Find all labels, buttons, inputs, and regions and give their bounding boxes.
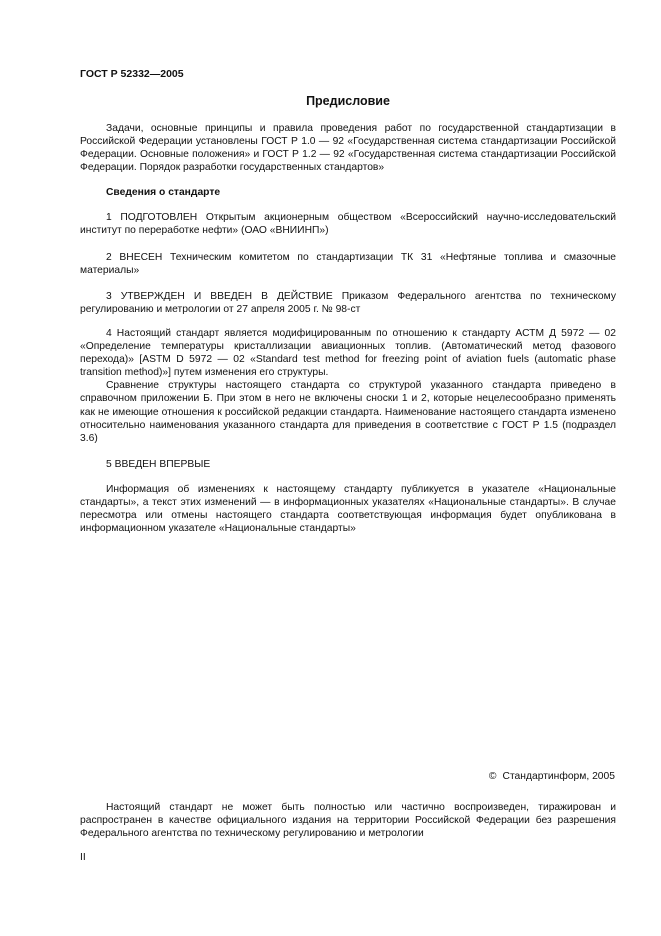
item-5-block <box>80 458 616 471</box>
footer-notice-paragraph: Настоящий стандарт не может быть полностью или частично воспроизведен, тиражирован и распространен в качестве официального издания на территории Российской Федерации без разрешения Федерального агентства по техническому регулированию и метрологии <box>80 802 616 840</box>
item-3-paragraph: 3 УТВЕРЖДЕН И ВВЕДЕН В ДЕЙСТВИЕ Приказом Федерального агентства по техническому регулированию и метрологии от 27 апреля 2005 г. № 98-ст <box>80 291 616 316</box>
copyright-line <box>489 770 615 783</box>
intro-block <box>80 122 616 174</box>
page-title: Предисловие <box>306 94 390 108</box>
item-5-paragraph: 5 ВВЕДЕН ВПЕРВЫЕ <box>106 459 211 470</box>
item-4-note-paragraph: Сравнение структуры настоящего стандарта со структурой указанного стандарта приведено в справочном приложении Б. При этом в него не включены сноски 1 и 2, которые нецелесообразно применять как не имеющие отношения к российской редакции стандарта. Наименование настоящего стандарта изменено относительно наименования указанного стандарта для приведения в соответствие с ГОСТ Р 1.5 (подраздел 3.6) <box>80 380 616 444</box>
item-1-block <box>80 211 616 237</box>
intro-paragraph: Задачи, основные принципы и правила проведения работ по государственной стандартизации в Российской Федерации установлены ГОСТ Р 1.0 — 92 «Государственная система стандартизации Российской Федерации. Основные положения» и ГОСТ Р 1.2 — 92 «Государственная система стандартизации Российской Федерации. Порядок разработки государственных стандартов» <box>80 123 616 174</box>
item-4-block <box>80 327 616 445</box>
copyright-text: Стандартинформ, 2005 <box>502 771 615 782</box>
info-block <box>80 483 616 535</box>
item-2-paragraph: 2 ВНЕСЕН Техническим комитетом по стандартизации ТК 31 «Нефтяные топлива и смазочные материалы» <box>80 252 616 277</box>
info-paragraph: Информация об изменениях к настоящему стандарту публикуется в указателе «Национальные стандарты», а текст этих изменений — в информационных указателях «Национальные стандарты». В случае пересмотра или отмены настоящего стандарта соответствующая информация будет опубликована в информационном указателе «Национальные стандарты» <box>80 484 616 535</box>
page-number: II <box>80 852 86 863</box>
item-2-block <box>80 251 616 277</box>
item-1-paragraph: 1 ПОДГОТОВЛЕН Открытым акционерным обществом «Всероссийский научно-исследовательский институт по переработке нефти» (ОАО «ВНИИНП») <box>80 212 616 237</box>
item-4-paragraph: 4 Настоящий стандарт является модифицированным по отношению к стандарту АСТМ Д 5972 — 02 «Определение температуры кристаллизации авиационных топлив. (Автоматический метод фазового перехода)» [ASTM D 5972 — 02 «Standard test method for freezing point of aviation fuels (automatic phase transition method)»] путем изменения его структуры. <box>80 328 616 379</box>
section-heading: Сведения о стандарте <box>106 187 221 198</box>
document-id: ГОСТ Р 52332—2005 <box>80 68 184 80</box>
copyright-symbol: © <box>488 771 497 782</box>
item-3-block <box>80 290 616 316</box>
footer-notice-block <box>80 801 616 840</box>
